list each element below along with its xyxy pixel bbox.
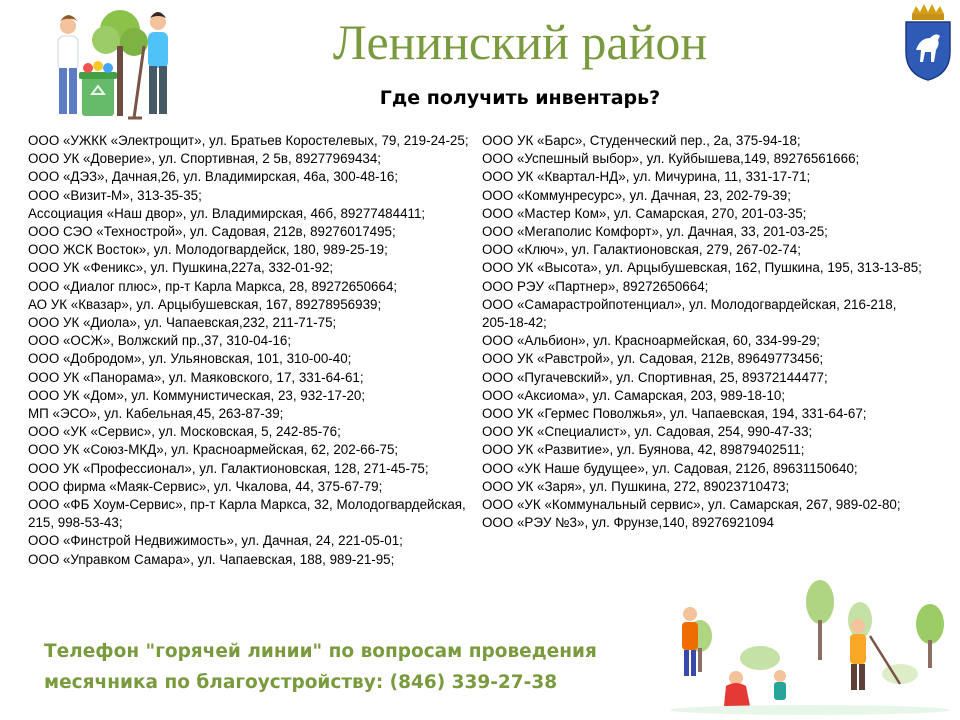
- organization-entry: ООО УК «Равстрой», ул. Садовая, 212в, 89649773456;: [482, 351, 824, 367]
- organization-entry: ООО «Диалог плюс», пр-т Карла Маркса, 28, 89272650664;: [28, 278, 398, 294]
- organization-entry: АО УК «Квазар», ул. Арцыбушевская, 167, 89278956939;: [28, 296, 382, 312]
- organization-entry: ООО УК «Союз-МКД», ул. Красноармейская, 62, 202-66-75;: [28, 442, 399, 458]
- organization-entry: МП «ЭСО», ул. Кабельная,45, 263-87-39;: [28, 406, 284, 422]
- organization-entry: ООО фирма «Маяк-Сервис», ул. Чкалова, 44, 375-67-79;: [28, 478, 383, 494]
- organization-entry: ООО УК «Квартал-НД», ул. Мичурина, 11, 331-17-71;: [482, 169, 811, 185]
- organization-entry: ООО УК «Заря», ул. Пушкина, 272, 89023710473;: [482, 478, 790, 494]
- organization-entry: Ассоциация «Наш двор», ул. Владимирская, 46б, 89277484411;: [28, 205, 426, 221]
- organization-entry: ООО «Управком Самара», ул. Чапаевская, 188, 989-21-95;: [28, 551, 395, 567]
- organization-entry: ООО «Пугачевский», ул. Спортивная, 25, 89372144477;: [482, 369, 828, 385]
- organization-entry: ООО «УК «Коммунальный сервис», ул. Самарская, 267, 989-02-80;: [482, 497, 901, 513]
- organization-entry: ООО УК «Высота», ул. Арцыбушевская, 162, Пушкина, 195, 313-13-85;: [482, 260, 922, 276]
- hotline-text: Телефон "горячей линии" по вопросам проведения месячника по благоустройству: (846) 339-27-38: [44, 641, 597, 693]
- organization-entry: ООО «Финстрой Недвижимость», ул. Дачная, 24, 221-05-01;: [28, 533, 403, 549]
- organization-entry: ООО УК «Диола», ул. Чапаевская,232, 211-71-75;: [28, 315, 337, 331]
- organization-entry: ООО «Альбион», ул. Красноармейская, 60, 334-99-29;: [482, 333, 821, 349]
- organization-entry: ООО «Визит-М», 313-35-35;: [28, 187, 202, 203]
- organization-entry: ООО «Мегаполис Комфорт», ул. Дачная, 33, 201-03-25;: [482, 224, 828, 240]
- organization-entry: ООО УК «Специалист», ул. Садовая, 254, 990-47-33;: [482, 424, 813, 440]
- organization-entry: ООО «РЭУ №3», ул. Фрунзе,140, 89276921094: [482, 515, 774, 531]
- gardening-illustration: [660, 574, 956, 716]
- organization-entry: ООО «Мастер Ком», ул. Самарская, 270, 201-03-35;: [482, 205, 807, 221]
- organization-entry: ООО «УЖКК «Электрощит», ул. Братьев Коростелевых, 79, 219-24-25;: [28, 133, 469, 148]
- organization-entry: ООО «ФБ Хоум-Сервис», пр-т Карла Маркса, 32, Молодогвардейская, 215, 998-53-43;: [28, 497, 466, 531]
- page-title: Ленинский район: [332, 14, 708, 70]
- organization-entry: ООО «Аксиома», ул. Самарская, 203, 989-18-10;: [482, 387, 786, 403]
- organization-entry: ООО «ДЭЗ», Дачная,26, ул. Владимирская, 46а, 300-48-16;: [28, 169, 399, 185]
- organization-entry: ООО УК «Доверие», ул. Спортивная, 2 5в, 89277969434;: [28, 151, 382, 167]
- organization-entry: ООО УК «Дом», ул. Коммунистическая, 23, 932-17-20;: [28, 387, 366, 403]
- organization-entry: ООО «Ключ», ул. Галактионовская, 279, 267-02-74;: [482, 242, 801, 258]
- organization-entry: ООО «УК Наше будущее», ул. Садовая, 212б, 89631150640;: [482, 460, 858, 476]
- organization-entry: ООО УК «Феникс», ул. Пушкина,227а, 332-01-92;: [28, 260, 334, 276]
- organization-entry: ООО РЭУ «Партнер», 89272650664;: [482, 278, 709, 294]
- organization-entry: ООО УК «Профессионал», ул. Галактионовская, 128, 271-45-75;: [28, 460, 429, 476]
- organization-entry: ООО «Добродом», ул. Ульяновская, 101, 310-00-40;: [28, 351, 352, 367]
- organization-entry: ООО «ОСЖ», Волжский пр.,37, 310-04-16;: [28, 333, 292, 349]
- organizations-list-right: [482, 132, 922, 532]
- samara-coat-of-arms: [902, 2, 954, 82]
- volunteers-illustration: [46, 6, 188, 124]
- organization-entry: ООО «Коммунресурс», ул. Дачная, 23, 202-79-39;: [482, 187, 791, 203]
- organization-entry: ООО «Успешный выбор», ул. Куйбышева,149, 89276561666;: [482, 151, 860, 167]
- organization-entry: ООО «Самарастройпотенциал», ул. Молодогвардейская, 216-218, 205-18-42;: [482, 296, 897, 331]
- page-subtitle: Где получить инвентарь?: [379, 87, 661, 109]
- organization-entry: ООО ЖСК Восток», ул. Молодогвардейск, 180, 989-25-19;: [28, 242, 388, 258]
- organization-entry: ООО УК «Барс», Студенческий пер., 2а, 375-94-18;: [482, 133, 801, 148]
- organization-entry: ООО УК «Развитие», ул. Буянова, 42, 89879402511;: [482, 442, 805, 458]
- organizations-list-left: [28, 132, 478, 569]
- organization-entry: ООО УК «Панорама», ул. Маяковского, 17, 331-64-61;: [28, 369, 364, 385]
- organization-entry: ООО УК «Гермес Поволжья», ул. Чапаевская, 194, 331-64-67;: [482, 406, 867, 422]
- organization-entry: ООО СЭО «Технострой», ул. Садовая, 212в, 89276017495;: [28, 224, 396, 240]
- organization-entry: ООО «УК «Сервис», ул. Московская, 5, 242-85-76;: [28, 424, 341, 440]
